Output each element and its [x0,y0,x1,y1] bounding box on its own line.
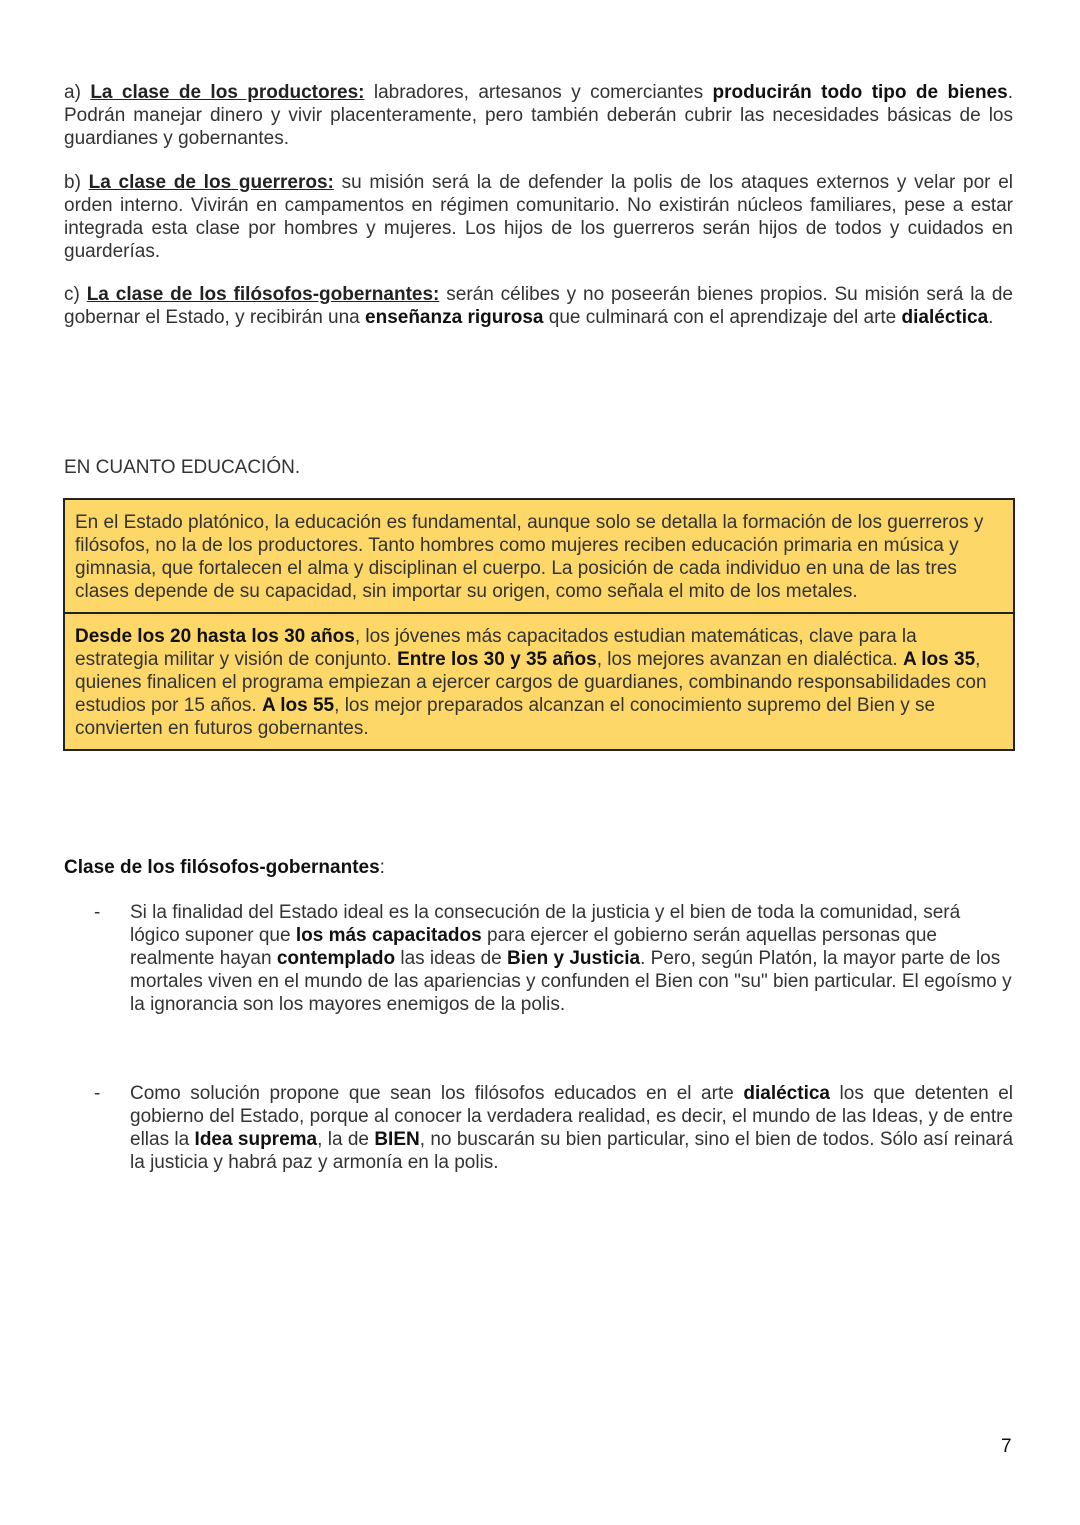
text: . [988,307,994,328]
text: b) [64,172,89,193]
text: En el Estado platónico, la educación es fundamental, aunque solo se detalla la formación de los guerreros y filósofos, no la de los productores. Tanto hombres como mujeres reciben educación primaria en música y gimnasia, que fortalecen el alma y disciplinan el cuerpo. La posición de cada individuo en una de las tres clases depende de su capacidad, sin importar su origen, como señala el mito de los metales. [75,512,984,602]
philosophers-heading-suffix: : [379,857,385,878]
text: , los mejor preparados alcanzan el conocimiento supremo del Bien y se convierten en futuros gobernantes. [75,695,936,739]
text: . Pero, según Platón, la mayor parte de los mortales viven en el mundo de las apariencias y confunden el Bien con "su" bien particular. El egoísmo y la ignorancia son los mayores enemigos de la polis. [130,948,1012,1015]
text: , no buscarán su bien particular, sino el bien de todos. Sólo así reinará la justicia y habrá paz y armonía en la polis. [130,1129,1014,1173]
bold-text: Idea suprema [194,1129,318,1150]
bold-text: dialéctica [901,307,989,328]
bullet-dash: - [94,902,101,923]
text: Si la finalidad del Estado ideal es la consecución de la justicia y el bien de toda la comunidad, será lógico suponer que [130,902,961,946]
bold-text: producirán todo tipo de bienes [712,82,1008,103]
bold-text: Entre los 30 y 35 años [397,649,597,670]
education-cell-primary [65,500,1013,612]
text: que culminará con el aprendizaje del arte [543,307,902,328]
bold-text: BIEN [374,1129,420,1150]
text: labradores, artesanos y comerciantes [364,82,713,103]
bullet-text [130,1082,1013,1174]
class-heading: La clase de los guerreros: [88,172,334,193]
bold-text: enseñanza rigurosa [365,307,544,328]
bold-text: Desde los 20 hasta los 30 años [75,626,355,647]
education-heading: EN CUANTO EDUCACIÓN. [64,457,301,478]
bold-text: A los 55 [261,695,335,716]
text: los que detenten el gobierno del Estado, porque al conocer la verdadera realidad, es decir, el mundo de las Ideas, y de entre ellas la [130,1083,1014,1150]
text: para ejercer el gobierno serán aquellas personas que realmente hayan [130,925,937,969]
text: Como solución propone que sean los filósofos educados en el arte [130,1083,744,1104]
paragraph-productores [64,81,1013,150]
paragraph-filosofos [64,283,1013,329]
bold-text: Bien y Justicia [507,948,641,969]
list-item [64,1082,1013,1174]
bold-text: los más capacitados [295,925,482,946]
text: . Podrán manejar dinero y vivir placenteramente, pero también deberán cubrir las necesidades básicas de los guardianes y gobernantes. [64,82,1013,149]
page-number: 7 [1001,1436,1012,1457]
class-heading: La clase de los productores: [90,82,365,103]
bullet-text [130,901,1013,1016]
list-item [64,901,1013,1016]
text: , los mejores avanzan en dialéctica. [596,649,903,670]
bold-text: A los 35 [902,649,976,670]
text: las ideas de [395,948,508,969]
text: su misión será la de defender la polis de los ataques externos y velar por el orden interno. Vivirán en campamentos en régimen comunitario. No existirán núcleos familiares, pese a estar integrada esta clase por hombres y mujeres. Los hijos de los guerreros serán hijos de todos y cuidados en guarderías. [64,172,1013,262]
text: serán célibes y no poseerán bienes propios. Su misión será la de gobernar el Estado, y recibirán una [64,284,1013,328]
philosophers-heading-bold: Clase de los filósofos-gobernantes [64,857,380,878]
class-heading: La clase de los filósofos-gobernantes: [86,284,440,305]
bullet-dash: - [94,1083,101,1104]
philosophers-heading [64,856,1013,879]
paragraph-guerreros [64,171,1013,263]
text: , los jóvenes más capacitados estudian matemáticas, clave para la estrategia militar y visión de conjunto. [75,626,917,670]
education-cell-stages [65,612,1013,749]
text: c) [64,284,87,305]
bold-text: dialéctica [743,1083,830,1104]
text: , la de [317,1129,375,1150]
education-table [63,498,1015,751]
text: a) [64,82,91,103]
text: , quienes finalicen el programa empiezan a ejercer cargos de guardianes, combinando responsabilidades con estudios por 15 años. [75,649,987,716]
bold-text: contemplado [276,948,396,969]
